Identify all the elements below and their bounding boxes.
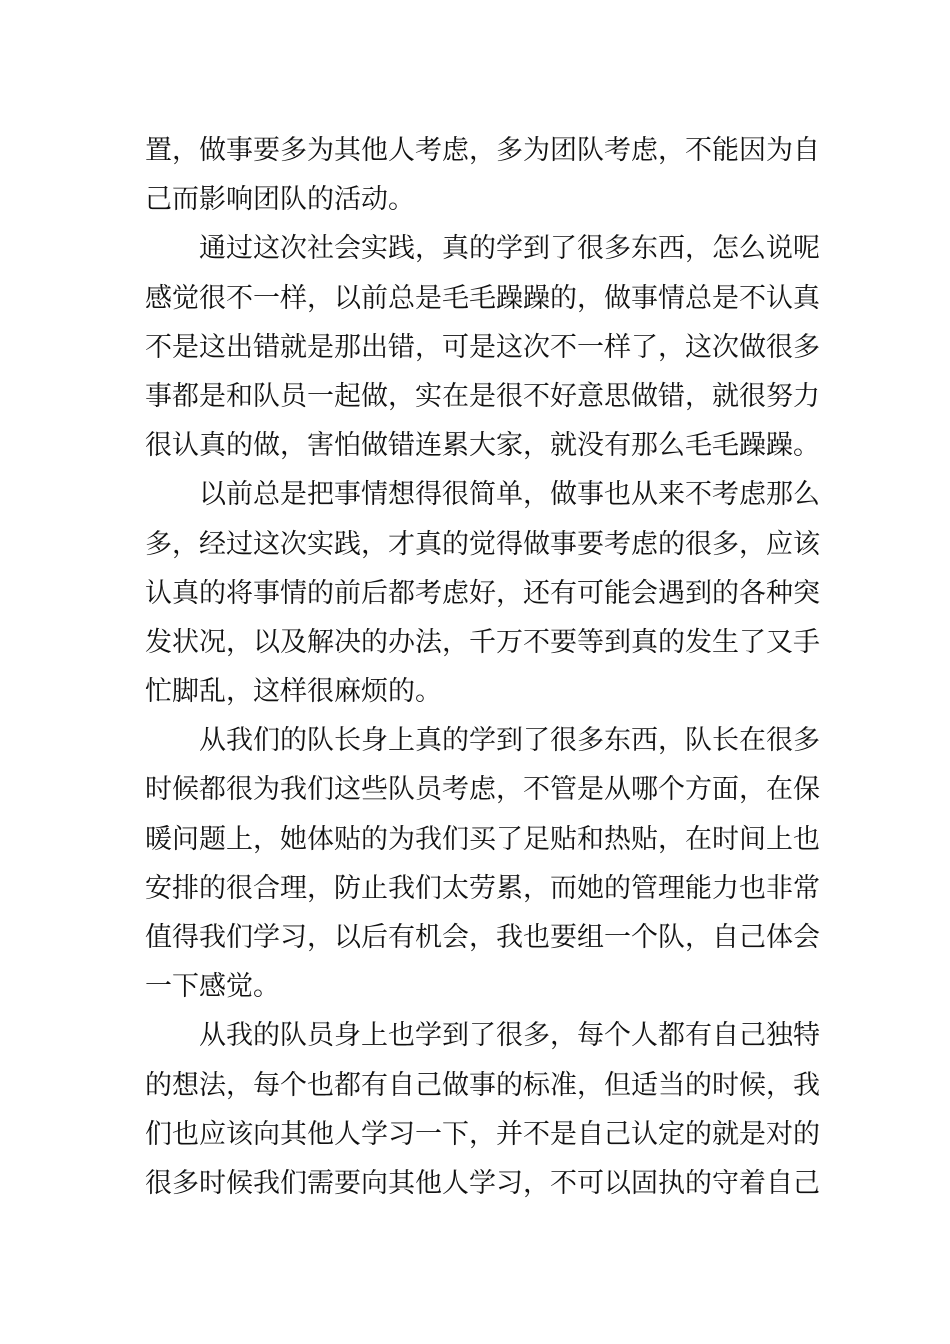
text-line: 多，经过这次实践，才真的觉得做事要考虑的很多，应该 bbox=[145, 528, 820, 560]
paragraph bbox=[145, 716, 820, 1011]
text-line: 很多时候我们需要向其他人学习，不可以固执的守着自己 bbox=[145, 1167, 820, 1199]
text-line: 从我们的队长身上真的学到了很多东西，队长在很多 bbox=[199, 725, 820, 757]
paragraph bbox=[145, 1011, 820, 1208]
text-line: 事都是和队员一起做，实在是很不好意思做错，就很努力 bbox=[145, 380, 820, 412]
text-line: 从我的队员身上也学到了很多，每个人都有自己独特 bbox=[199, 1020, 820, 1052]
text-line: 的想法，每个也都有自己做事的标准，但适当的时候，我 bbox=[145, 1069, 820, 1101]
paragraph bbox=[145, 470, 820, 716]
document-body bbox=[145, 126, 820, 1208]
text-line: 通过这次社会实践，真的学到了很多东西，怎么说呢 bbox=[199, 233, 820, 265]
text-line: 发状况，以及解决的办法，千万不要等到真的发生了又手 bbox=[145, 626, 820, 658]
text-line: 感觉很不一样，以前总是毛毛躁躁的，做事情总是不认真 bbox=[145, 282, 820, 314]
text-line: 置，做事要多为其他人考虑，多为团队考虑，不能因为自 bbox=[145, 135, 820, 166]
text-line: 认真的将事情的前后都考虑好，还有可能会遇到的各种突 bbox=[145, 577, 820, 609]
text-line: 一下感觉。 bbox=[145, 971, 280, 1003]
text-line: 时候都很为我们这些队员考虑，不管是从哪个方面，在保 bbox=[145, 774, 820, 806]
text-line: 很认真的做，害怕做错连累大家，就没有那么毛毛躁躁。 bbox=[145, 430, 820, 462]
text-line: 忙脚乱，这样很麻烦的。 bbox=[145, 676, 442, 708]
text-line: 暖问题上，她体贴的为我们买了足贴和热贴，在时间上也 bbox=[145, 823, 820, 855]
text-line: 们也应该向其他人学习一下，并不是自己认定的就是对的 bbox=[145, 1118, 820, 1150]
text-line: 以前总是把事情想得很简单，做事也从来不考虑那么 bbox=[199, 479, 820, 511]
text-line: 值得我们学习，以后有机会，我也要组一个队，自己体会 bbox=[145, 922, 820, 953]
text-line: 己而影响团队的活动。 bbox=[145, 184, 415, 216]
paragraph bbox=[145, 224, 820, 470]
text-line: 安排的很合理，防止我们太劳累，而她的管理能力也非常 bbox=[145, 872, 820, 904]
paragraph bbox=[145, 126, 820, 224]
text-line: 不是这出错就是那出错，可是这次不一样了，这次做很多 bbox=[145, 331, 820, 363]
